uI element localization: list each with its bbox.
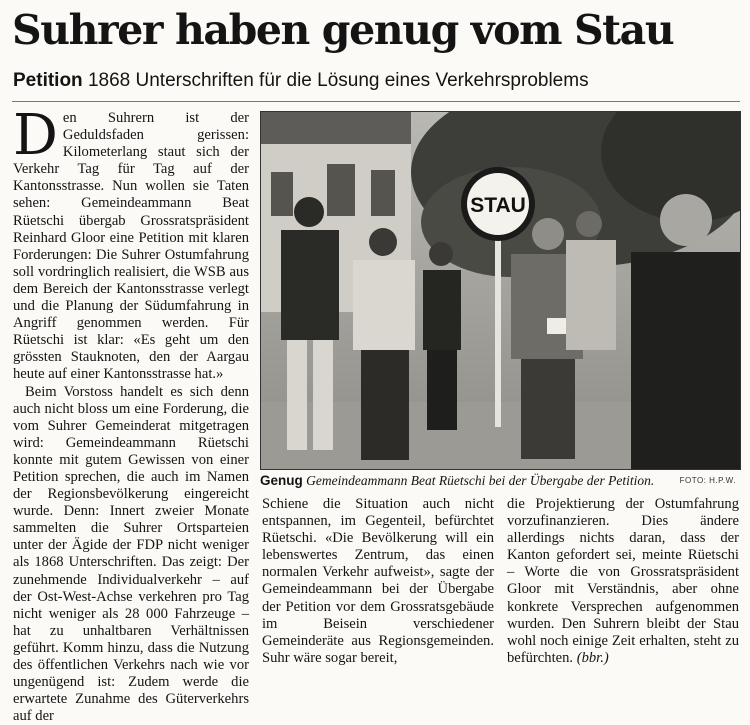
photo-illustration [261, 112, 740, 469]
column-3-paragraph [507, 496, 739, 667]
drop-cap: D [13, 114, 58, 158]
column-3-text: die Projektierung der Ostumfahrung vorzufinanzieren. Dies ändere allerdings nichts daran, dass der Kanton gefordert sei, meinte Rüetschi – Worte die von Grossratspräsident Gloor mit Verständnis, aber ohne konkrete Versprechen aufgenommen wurden. Den Suhrern bleibt der Stau wohl noch einige Zeit erhalten, steht zu befürchten. [507, 496, 739, 666]
paragraph-1-text: en Suhrern ist der Geduldsfaden gerissen: Kilometerlang staut sich der Verkehr Tag für Tag auf der Kantonsstrasse. Nun wollen sie Taten sehen: Gemeindeammann Beat Rüetschi übergab Grossratspräsident Reinhard Gloor eine Petition mit klaren Forderungen: Die Suhrer Ostumfahrung soll vordringlich realisiert, die WSB aus dem Bereich der Kantonsstrasse verlegt und die Planung der Südumfahrung in Angriff genommen werden. Für Rüetschi ist klar: «Es geht um den grössten Stauknoten, den der Aargau heute auf einer Kantonsstrasse hat.» [13, 110, 249, 382]
caption-text: Gemeindeammann Beat Rüetschi bei der Übergabe der Petition. [306, 473, 654, 488]
subhead [13, 68, 743, 94]
caption-kicker: Genug [260, 473, 303, 488]
article-column-1 [13, 110, 249, 725]
photo-credit: FOTO: H.P.W. [680, 476, 736, 485]
stau-sign-text: STAU [470, 194, 526, 217]
headline: Suhrer haben genug vom Stau [12, 2, 742, 58]
paragraph-2: Beim Vorstoss handelt es sich denn auch nicht bloss um eine Forderung, die vom Suhrer Gemeinderat mitgetragen wird: Gemeindeammann Rüetschi konnte mit gutem Gewissen von einer Petition sprechen, die auch im Namen der Regionsbevölkerung eingereicht wurde. Denn: Innert zweier Monate sammelten die Suhrer Ortsparteien unter der Ägide der FDP nicht weniger als 1868 Unterschriften. Das zeigt: Der zunehmende Individualverkehr – auf der Ost-West-Achse verkehren pro Tag nicht weniger als 28 000 Fahrzeuge – hat zu unhaltbaren Verhältnissen geführt. Komm hinzu, dass die Nutzung des öffentlichen Verkehrs nach wie vor ungenügend ist: Zudem werde die erwartete Zunahme des Güterverkehrs auf der [13, 384, 249, 725]
column-2-text: Schiene die Situation auch nicht entspannen, im Gegenteil, befürchtet Rüetschi. «Die Bevölkerung will ein lebenswertes Zentrum, das einen normalen Verkehr aufweist», sagte der Gemeindeammann bei der Übergabe der Petition vor dem Grossratsgebäude im Beisein verschiedener Gemeinderäte aus Regionsgemeinden. Suhr wäre sogar bereit, [262, 496, 494, 667]
author-signature: (bbr.) [577, 650, 609, 666]
article-photo [260, 111, 741, 470]
paragraph-1 [13, 110, 249, 384]
subhead-text: 1868 Unterschriften für die Lösung eines Verkehrsproblems [88, 70, 589, 91]
article-column-2 [262, 496, 494, 667]
subhead-kicker: Petition [13, 70, 83, 91]
divider-rule [12, 101, 740, 102]
photo-caption [260, 472, 739, 489]
article-column-3 [507, 496, 739, 667]
